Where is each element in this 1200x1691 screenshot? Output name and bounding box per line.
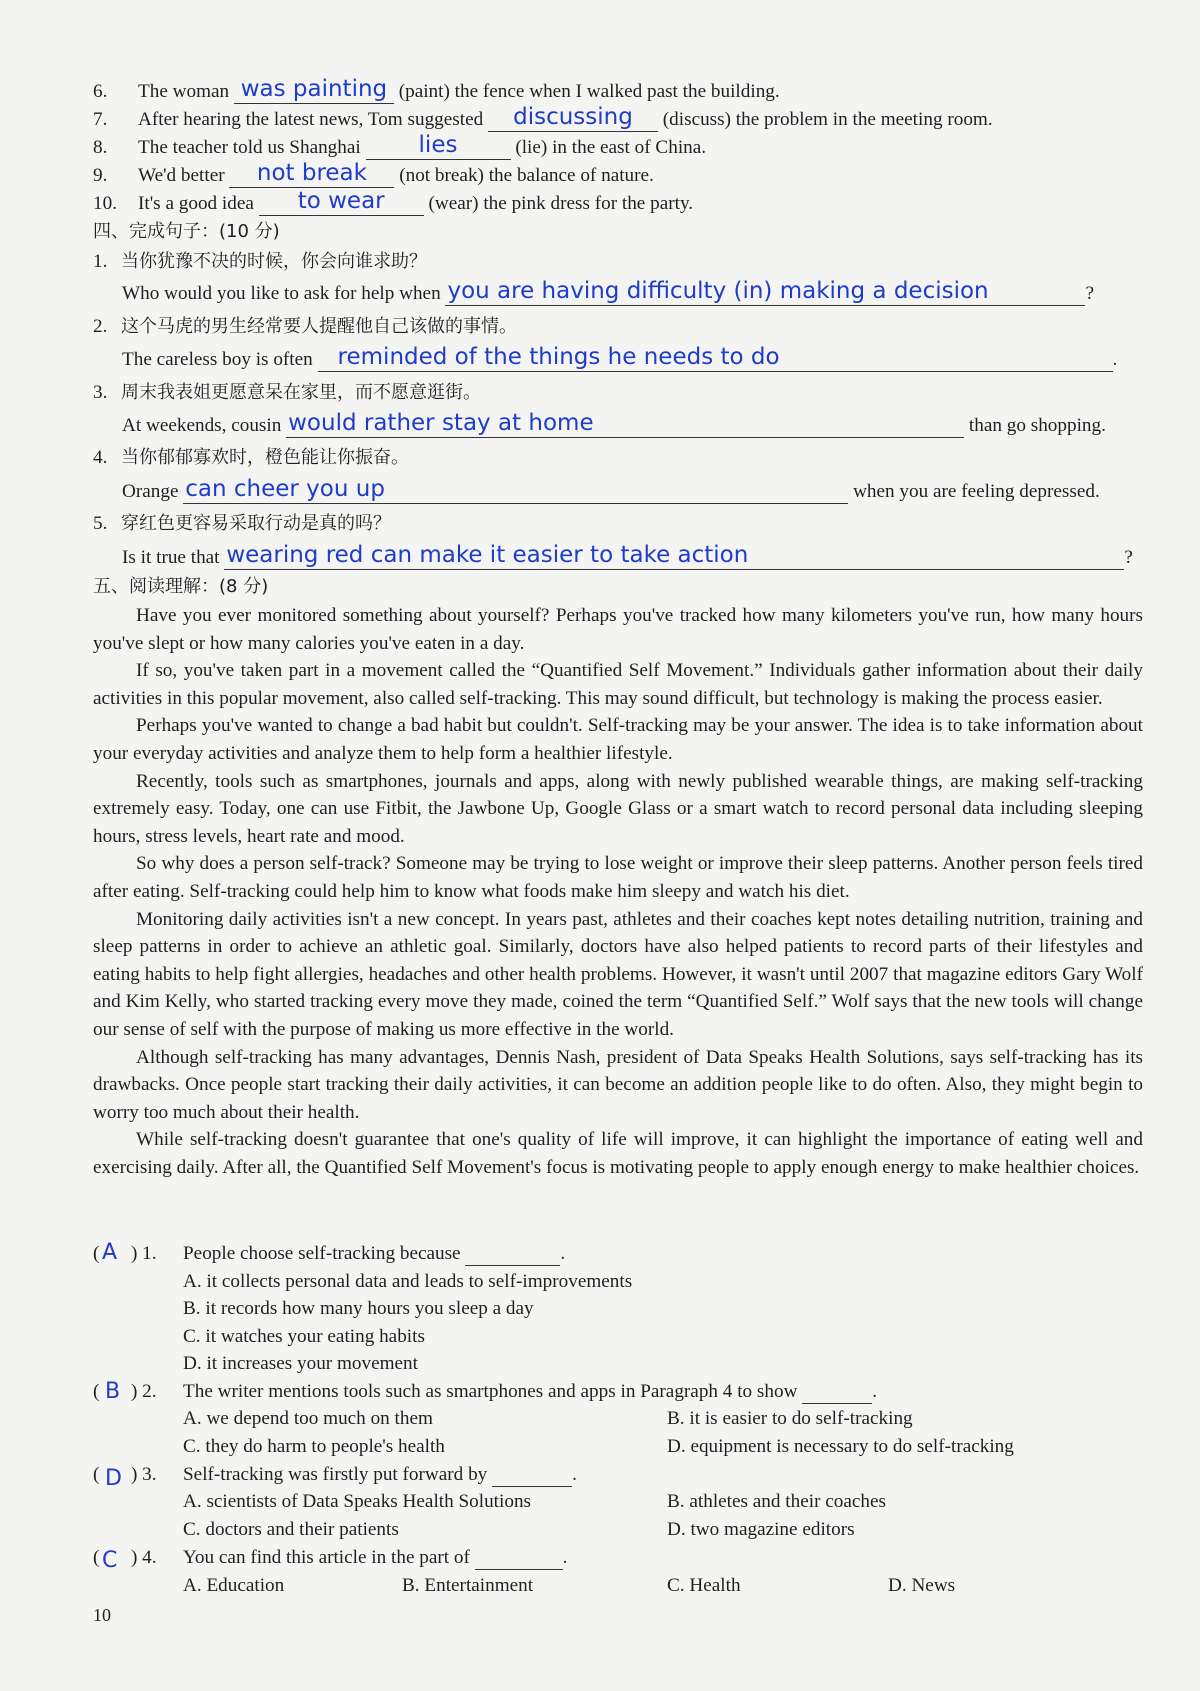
passage-paragraph: Perhaps you've wanted to change a bad habit but couldn't. Self-tracking may be your answer. The idea is to take information about your everyday activities and analyze them to help form a healthier lifestyle. [93,715,1143,764]
answer-choice[interactable]: D [105,1466,122,1491]
reading-passage [93,602,1143,1181]
answer-choice[interactable]: A [102,1240,118,1265]
option[interactable]: A. scientists of Data Speaks Health Solutions [183,1491,531,1512]
answer-choice[interactable]: C [102,1548,118,1573]
option[interactable]: D. two magazine editors [667,1519,855,1540]
complete-item-4-en: Orange can cheer you up when you are feeling depressed. [122,476,1100,502]
question-stem: ( A ) 1. People choose self-tracking because . [93,1240,566,1265]
answer-blank[interactable]: discussing [488,111,658,132]
option[interactable]: C. Health [667,1575,741,1596]
complete-item-5-cn: 5. 穿红色更容易采取行动是真的吗？ [93,513,391,534]
section-heading: 四、完成句子：(10 分) [93,221,280,242]
passage-paragraph: Although self-tracking has many advantages, Dennis Nash, president of Data Speaks Health Solutions, says self-tracking has its drawbacks. Once people start tracking their daily activities, it can become an addition people like to do often. Also, they might begin to worry too much about their health. [93,1046,1143,1123]
section-heading: 五、阅读理解：(8 分) [93,576,269,597]
option[interactable]: C. they do harm to people's health [183,1436,445,1457]
answer-blank[interactable]: to wear [259,195,424,216]
complete-item-5-en: Is it true that wearing red can make it easier to take action ? [122,542,1133,568]
option[interactable]: D. equipment is necessary to do self-tracking [667,1436,1014,1457]
passage-paragraph: While self-tracking doesn't guarantee that one's quality of life will improve, it can highlight the importance of eating well and exercising daily. After all, the Quantified Self Movement's focus is motivating people to apply enough energy to make healthier choices. [93,1129,1143,1178]
complete-item-4-cn: 4. 当你郁郁寡欢时，橙色能让你振奋。 [93,447,409,468]
worksheet-page: 6. The woman was painting (paint) the fence when I walked past the building. 7. After hearing the latest news, Tom suggested discussing (discuss) the problem in the meeting room. 8. The teacher told us Shanghai lies (lie) in the east of China. 9. We'd better not break (not break) the balance of nature. 10. It's a good idea to wear (wear) the pink dress for the party. 四、完成句子：(10 分) 1. 当你犹豫不决的时候，你会向谁求助？ Who would you like to ask for help when you are having difficulty (in) making a decision ? 2. 这个马虎的男生经常要人提醒他自己该做的事情。 The careless boy is often reminded of the things he needs to do . 3. 周末我表姐更愿意呆在家里，而不愿意逛街。 At weekends, cousin would rather stay at home than go shopping. 4. 当你郁郁寡欢时，橙色能让你振奋。 Orange can cheer you up when you are feeling depressed. 5. 穿红色更容易采取行动是真的吗？ Is it true that wearing red can make it easier to take action ? 五、阅读理解：(8 分) Have you ever monitored something about yourself? Perhaps you've tracked how many kilometers you've run, how many hours you've slept or how many calories you've eaten in a day. If so, you've taken part in a movement called the “Quantified Self Movement.” Individuals gather information about their daily activities in this popular movement, also called self-tracking. This may sound difficult, but technology is making the process easier. Perhaps you've wanted to change a bad habit but couldn't. Self-tracking may be your answer. The idea is to take information about your everyday activities and analyze them to help form a healthier lifestyle. Recently, tools such as smartphones, journals and apps, along with newly published wearable things, are making self-tracking extremely easy. Today, one can use Fitbit, the Jawbone Up, Google Glass or a smart watch to record personal data including sleeping hours, stress levels, heart rate and mood. So why does a person self-track? Someone may be trying to lose weight or improve their sleep patterns. Another person feels tired after eating. Self-tracking could help him to know what foods make him sleepy and watch his diet. Monitoring daily activities isn't a new concept. In years past, athletes and their coaches kept notes detailing nutrition, training and sleep patterns in order to achieve an athletic goal. Similarly, doctors have also helped patients to record parts of their lifestyles and eating habits to help fight allergies, headaches and other health problems. However, it wasn't until 2007 that magazine editors Gary Wolf and Kim Kelly, who started tracking every move they made, coined the term “Quantified Self.” Wolf says that the new tools will change our sense of self with the purpose of making us more effective in the world. Although self-tracking has many advantages, Dennis Nash, president of Data Speaks Health Solutions, says self-tracking has its drawbacks. Once people start tracking their daily activities, it can become an addition people like to do often. Also, they might begin to worry too much about their health. While self-tracking doesn't guarantee that one's quality of life will improve, it can highlight the importance of eating well and exercising daily. After all, the Quantified Self Movement's focus is motivating people to apply enough energy to make healthier choices. ( A ) 1. People choose self-tracking because . A. it collects personal data and leads to self-improvements B. it records how many hours you sleep a day C. it watches your eating habits D. it increases your movement ( B ) 2. The writer mentions tools such as smartphones and apps in Paragraph 4 to show . A. we depend too much on them B. it is easier to do self-tracking C. they do harm to people's health D. equipment is necessary to do self-tracking ( D ) 3. Self-tracking was firstly put forward by . A. scientists of Data Speaks Health Solutions B. athletes and their coaches C. doctors and their patients D. two magazine editors ( C ) 4. You can find this article in the part of . A. Education B. Entertainment C. Health D. News 10 [93,76,1143,1625]
answer-blank[interactable]: lies [366,139,511,160]
option[interactable]: D. it increases your movement [183,1353,418,1374]
answer-blank[interactable]: reminded of the things he needs to do [318,351,1113,372]
passage-paragraph: Monitoring daily activities isn't a new concept. In years past, athletes and their coaches kept notes detailing nutrition, training and sleep patterns in order to achieve an athletic goal. Similarly, doctors have also helped patients to record parts of their lifestyles and eating habits to help fight allergies, headaches and other health problems. However, it wasn't until 2007 that magazine editors Gary Wolf and Kim Kelly, who started tracking every move they made, coined the term “Quantified Self.” Wolf says that the new tools will change our sense of self with the purpose of making us more effective in the world. [93,908,1143,1040]
complete-item-3-cn: 3. 周末我表姐更愿意呆在家里，而不愿意逛街。 [93,382,481,403]
option[interactable]: B. it is easier to do self-tracking [667,1408,913,1429]
option[interactable]: B. athletes and their coaches [667,1491,886,1512]
complete-item-1-en: Who would you like to ask for help when you are having difficulty (in) making a decision ? [122,278,1094,304]
answer-blank[interactable]: you are having difficulty (in) making a decision [445,285,1085,306]
answer-blank[interactable]: was painting [234,83,394,104]
option[interactable]: C. it watches your eating habits [183,1326,425,1347]
option[interactable]: A. it collects personal data and leads to self-improvements [183,1271,633,1292]
answer-blank[interactable]: wearing red can make it easier to take action [224,549,1124,570]
complete-item-1-cn: 1. 当你犹豫不决的时候，你会向谁求助？ [93,251,427,272]
complete-item-2-cn: 2. 这个马虎的男生经常要人提醒他自己该做的事情。 [93,316,517,337]
passage-paragraph: Have you ever monitored something about yourself? Perhaps you've tracked how many kilometers you've run, how many hours you've slept or how many calories you've eaten in a day. [93,605,1143,654]
passage-paragraph: So why does a person self-track? Someone may be trying to lose weight or improve their sleep patterns. Another person feels tired after eating. Self-tracking could help him to know what foods make him sleepy and watch his diet. [93,853,1143,902]
passage-paragraph: Recently, tools such as smartphones, journals and apps, along with newly published wearable things, are making self-tracking extremely easy. Today, one can use Fitbit, the Jawbone Up, Google Glass or a smart watch to record personal data including sleeping hours, stress levels, heart rate and mood. [93,770,1143,847]
question-stem: ( D ) 3. Self-tracking was firstly put forward by . [93,1464,577,1491]
passage-paragraph: If so, you've taken part in a movement called the “Quantified Self Movement.” Individuals gather information about their daily activities in this popular movement, also called self-tracking. This may sound difficult, but technology is making the process easier. [93,660,1143,709]
question-stem: ( B ) 2. The writer mentions tools such as smartphones and apps in Paragraph 4 to show . [93,1379,878,1404]
option[interactable]: B. Entertainment [402,1575,534,1596]
option[interactable]: A. Education [183,1575,285,1596]
answer-blank[interactable]: would rather stay at home [286,417,964,438]
answer-blank[interactable]: not break [229,167,394,188]
answer-blank[interactable]: can cheer you up [183,483,848,504]
option[interactable]: D. News [888,1575,956,1596]
option[interactable]: B. it records how many hours you sleep a day [183,1298,534,1319]
question-stem: ( C ) 4. You can find this article in the part of . [93,1547,568,1573]
complete-item-2-en: The careless boy is often reminded of the things he needs to do . [122,344,1118,370]
complete-item-3-en: At weekends, cousin would rather stay at home than go shopping. [122,410,1106,436]
option[interactable]: A. we depend too much on them [183,1408,433,1429]
page-number: 10 [93,1605,111,1625]
answer-choice[interactable]: B [105,1379,121,1404]
option[interactable]: C. doctors and their patients [183,1519,399,1540]
